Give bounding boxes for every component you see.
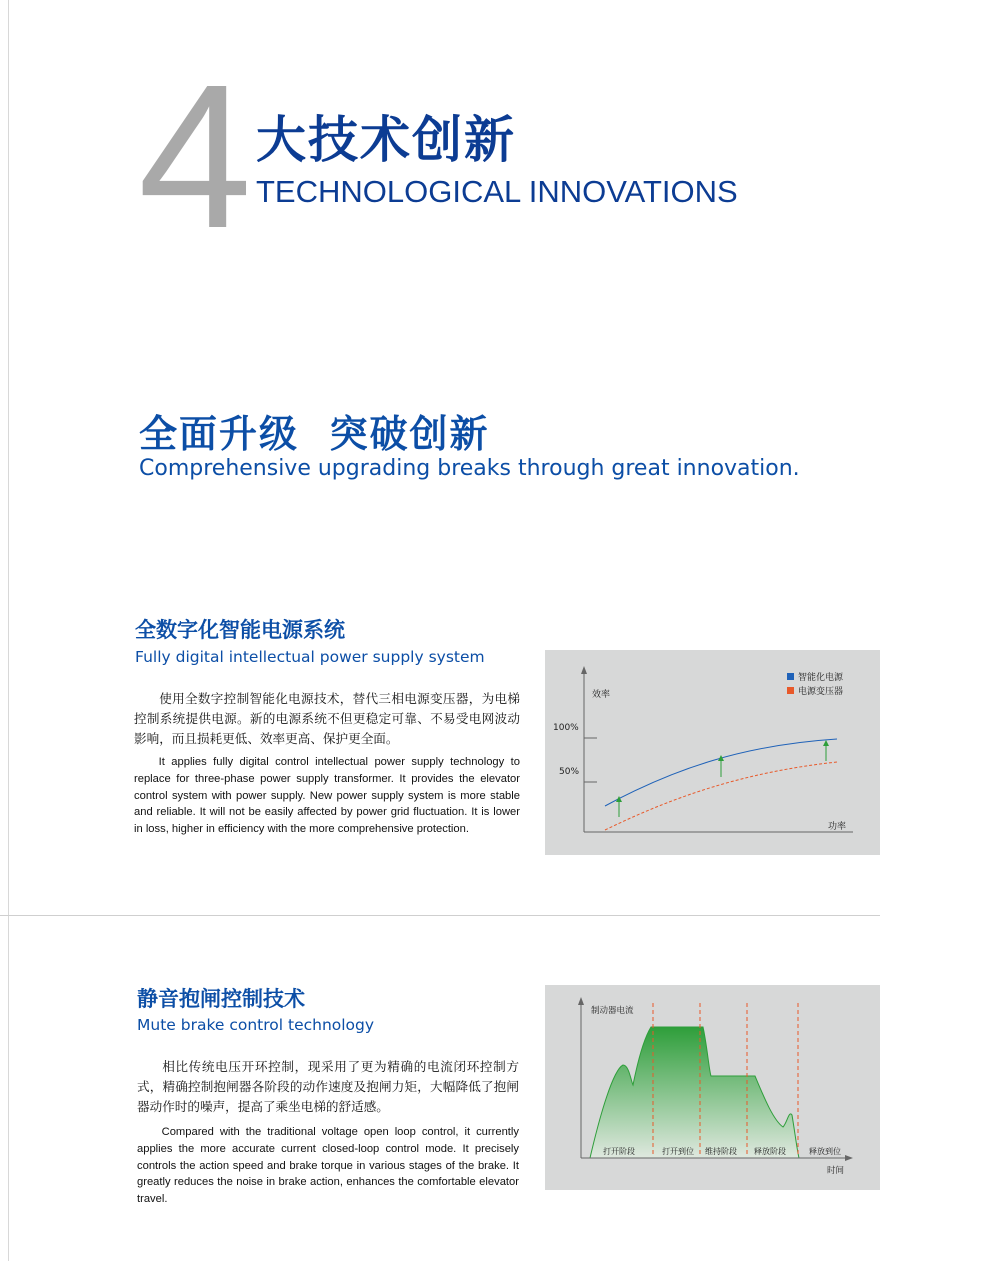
phase-label-open-complete: 打开到位: [662, 1147, 694, 1156]
y-axis-arrow: [578, 997, 584, 1005]
efficiency-chart: [545, 650, 880, 855]
legend-label-transformer: 电源变压器: [798, 687, 844, 697]
brake-current-area: [590, 1027, 799, 1158]
section2-title-cn: 静音抱闸控制技术: [137, 987, 305, 1011]
section1-paragraph-cn: 使用全数字控制智能化电源技术，替代三相电源变压器，为电梯控制系统提供电源。新的电源系统不但更稳定可靠、不易受电网波动影响，而且损耗更低、效率更高、保护更全面。: [134, 691, 520, 746]
y-axis-arrow: [581, 666, 587, 674]
section1-title-cn: 全数字化智能电源系统: [135, 618, 345, 642]
tick-label-100: 100%: [553, 723, 579, 733]
phase-label-release-complete: 释放到位: [809, 1147, 841, 1156]
legend-label-smart-power: 智能化电源: [798, 673, 844, 683]
y-axis-label: 制动器电流: [591, 1006, 634, 1016]
brake-current-chart-panel: [545, 985, 880, 1190]
y-axis-label: 效率: [592, 690, 611, 700]
headline-en: Comprehensive upgrading breaks through great innovation.: [139, 456, 800, 481]
brake-current-chart: [545, 985, 880, 1190]
section2-title-en: Mute brake control technology: [137, 1016, 375, 1034]
phase-label-hold: 维持阶段: [705, 1147, 737, 1156]
section1-paragraph-en: It applies fully digital control intellectual power supply technology to replace for three-phase power supply transformer. It provides the elevator control system with power supply. New power supply system is more stable and reliable. It will not be easily affected by power grid fluctuation. It is lower in loss, higher in efficiency with the more comprehensive protection.: [134, 756, 520, 836]
section2-paragraph-cn: 相比传统电压开环控制，现采用了更为精确的电流闭环控制方式，精确控制抱闸器各阶段的动作速度及抱闸力矩，大幅降低了抱闸器动作时的噪声，提高了乘坐电梯的舒适感。: [137, 1059, 519, 1114]
phase-label-open: 打开阶段: [603, 1147, 635, 1156]
tick-label-50: 50%: [559, 767, 580, 777]
legend-swatch-smart-power: [787, 673, 794, 680]
x-axis-label: 功率: [828, 822, 847, 832]
page-edge-line-top: [8, 0, 9, 915]
page-edge-line-bottom: [8, 916, 9, 1261]
headline-cn: 全面升级 突破创新: [139, 412, 490, 456]
phase-label-release: 释放阶段: [754, 1147, 786, 1156]
section2-paragraph-en: Compared with the traditional voltage open loop control, it currently applies the more accurate current closed-loop control mode. It precisely controls the action speed and brake torque in various stages of the brake. It greatly reduces the noise in brake action, enhances the comfortable elevator travel.: [137, 1126, 519, 1206]
section1-title-en: Fully digital intellectual power supply system: [135, 648, 485, 666]
chapter-number: 4: [138, 42, 253, 271]
legend-swatch-transformer: [787, 687, 794, 694]
chapter-title-cn: 大技术创新: [256, 111, 516, 169]
x-axis-arrow: [845, 1155, 853, 1161]
efficiency-chart-panel: [545, 650, 880, 855]
x-axis-label: 时间: [827, 1166, 845, 1176]
section-divider: [0, 915, 880, 916]
chapter-title-en: TECHNOLOGICAL INNOVATIONS: [256, 174, 738, 209]
